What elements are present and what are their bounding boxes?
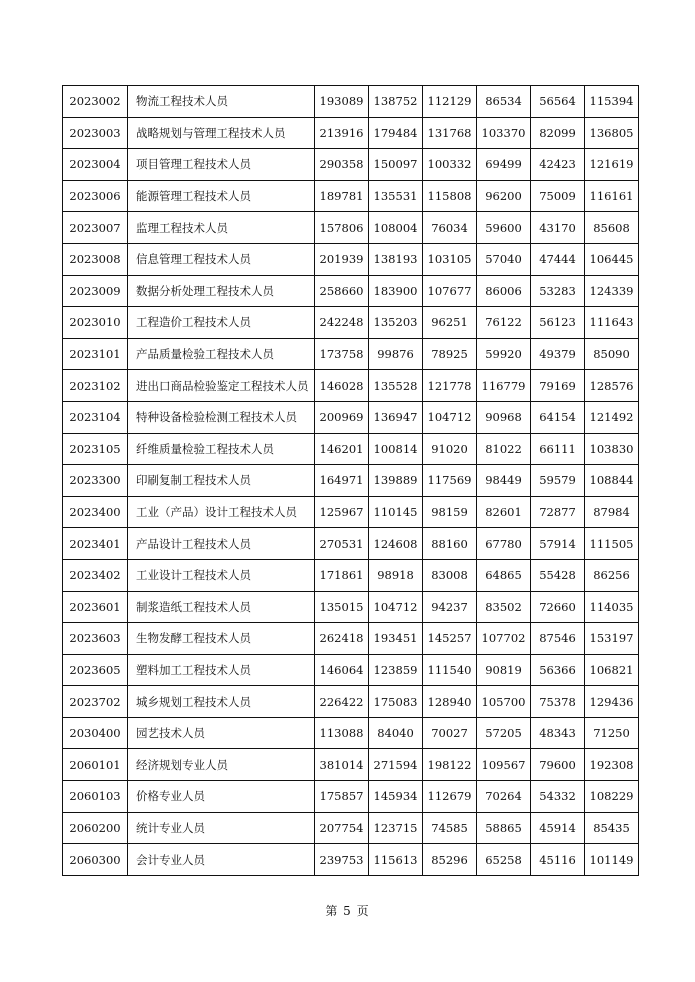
- wage-value-cell: 153197: [585, 623, 639, 655]
- wage-value-cell: 112679: [423, 781, 477, 813]
- wage-value-cell: 45914: [531, 812, 585, 844]
- wage-value-cell: 98159: [423, 496, 477, 528]
- table-row: [63, 465, 639, 497]
- wage-value-cell: 101149: [585, 844, 639, 876]
- occupation-name-cell: 生物发酵工程技术人员: [128, 623, 315, 655]
- wage-value-cell: 83008: [423, 559, 477, 591]
- wage-value-cell: 103370: [477, 117, 531, 149]
- wage-value-cell: 189781: [315, 180, 369, 212]
- wage-value-cell: 57040: [477, 243, 531, 275]
- wage-value-cell: 107702: [477, 623, 531, 655]
- occupation-code-cell: 2060101: [63, 749, 128, 781]
- wage-value-cell: 136947: [369, 401, 423, 433]
- wage-value-cell: 200969: [315, 401, 369, 433]
- wage-value-cell: 270531: [315, 528, 369, 560]
- wage-value-cell: 48343: [531, 717, 585, 749]
- occupation-name-cell: 纤维质量检验工程技术人员: [128, 433, 315, 465]
- wage-value-cell: 125967: [315, 496, 369, 528]
- wage-value-cell: 124339: [585, 275, 639, 307]
- table-row: [63, 686, 639, 718]
- table-row: [63, 117, 639, 149]
- occupation-name-cell: 战略规划与管理工程技术人员: [128, 117, 315, 149]
- table-row: [63, 717, 639, 749]
- wage-value-cell: 129436: [585, 686, 639, 718]
- occupation-name-cell: 物流工程技术人员: [128, 86, 315, 118]
- wage-table-body: [63, 86, 639, 876]
- wage-value-cell: 135015: [315, 591, 369, 623]
- table-row: [63, 623, 639, 655]
- occupation-code-cell: 2023400: [63, 496, 128, 528]
- table-row: [63, 496, 639, 528]
- page-number: 第 5 页: [325, 904, 370, 918]
- wage-value-cell: 58865: [477, 812, 531, 844]
- wage-value-cell: 111505: [585, 528, 639, 560]
- wage-value-cell: 121619: [585, 149, 639, 181]
- wage-value-cell: 45116: [531, 844, 585, 876]
- occupation-name-cell: 进出口商品检验鉴定工程技术人员: [128, 370, 315, 402]
- occupation-name-cell: 塑料加工工程技术人员: [128, 654, 315, 686]
- wage-value-cell: 96200: [477, 180, 531, 212]
- wage-value-cell: 131768: [423, 117, 477, 149]
- occupation-code-cell: 2023102: [63, 370, 128, 402]
- wage-value-cell: 82601: [477, 496, 531, 528]
- wage-value-cell: 192308: [585, 749, 639, 781]
- wage-value-cell: 123859: [369, 654, 423, 686]
- wage-value-cell: 86256: [585, 559, 639, 591]
- table-row: [63, 149, 639, 181]
- table-row: [63, 654, 639, 686]
- wage-value-cell: 135531: [369, 180, 423, 212]
- occupation-name-cell: 经济规划专业人员: [128, 749, 315, 781]
- wage-value-cell: 96251: [423, 307, 477, 339]
- wage-value-cell: 90968: [477, 401, 531, 433]
- wage-value-cell: 75378: [531, 686, 585, 718]
- wage-value-cell: 175857: [315, 781, 369, 813]
- wage-value-cell: 108004: [369, 212, 423, 244]
- wage-value-cell: 381014: [315, 749, 369, 781]
- wage-value-cell: 98918: [369, 559, 423, 591]
- wage-value-cell: 53283: [531, 275, 585, 307]
- wage-value-cell: 103830: [585, 433, 639, 465]
- wage-value-cell: 226422: [315, 686, 369, 718]
- wage-value-cell: 85296: [423, 844, 477, 876]
- wage-table: [62, 85, 639, 876]
- wage-value-cell: 121492: [585, 401, 639, 433]
- wage-value-cell: 85608: [585, 212, 639, 244]
- occupation-name-cell: 工业设计工程技术人员: [128, 559, 315, 591]
- wage-value-cell: 150097: [369, 149, 423, 181]
- occupation-name-cell: 会计专业人员: [128, 844, 315, 876]
- wage-value-cell: 42423: [531, 149, 585, 181]
- occupation-code-cell: 2023009: [63, 275, 128, 307]
- table-row: [63, 180, 639, 212]
- wage-value-cell: 104712: [423, 401, 477, 433]
- wage-value-cell: 115613: [369, 844, 423, 876]
- occupation-code-cell: 2023006: [63, 180, 128, 212]
- wage-value-cell: 86534: [477, 86, 531, 118]
- occupation-name-cell: 工程造价工程技术人员: [128, 307, 315, 339]
- wage-value-cell: 106821: [585, 654, 639, 686]
- wage-value-cell: 74585: [423, 812, 477, 844]
- wage-value-cell: 57914: [531, 528, 585, 560]
- wage-value-cell: 128940: [423, 686, 477, 718]
- wage-value-cell: 94237: [423, 591, 477, 623]
- wage-value-cell: 66111: [531, 433, 585, 465]
- wage-value-cell: 157806: [315, 212, 369, 244]
- wage-value-cell: 84040: [369, 717, 423, 749]
- table-row: [63, 781, 639, 813]
- wage-value-cell: 71250: [585, 717, 639, 749]
- wage-value-cell: 110145: [369, 496, 423, 528]
- occupation-code-cell: 2023401: [63, 528, 128, 560]
- occupation-code-cell: 2023702: [63, 686, 128, 718]
- occupation-name-cell: 价格专业人员: [128, 781, 315, 813]
- wage-value-cell: 106445: [585, 243, 639, 275]
- occupation-code-cell: 2023007: [63, 212, 128, 244]
- wage-value-cell: 258660: [315, 275, 369, 307]
- wage-value-cell: 271594: [369, 749, 423, 781]
- occupation-code-cell: 2023010: [63, 307, 128, 339]
- table-row: [63, 433, 639, 465]
- occupation-name-cell: 产品设计工程技术人员: [128, 528, 315, 560]
- wage-value-cell: 242248: [315, 307, 369, 339]
- wage-value-cell: 262418: [315, 623, 369, 655]
- wage-value-cell: 79600: [531, 749, 585, 781]
- wage-value-cell: 145934: [369, 781, 423, 813]
- table-row: [63, 307, 639, 339]
- wage-value-cell: 146064: [315, 654, 369, 686]
- wage-value-cell: 59920: [477, 338, 531, 370]
- wage-value-cell: 56123: [531, 307, 585, 339]
- wage-value-cell: 100814: [369, 433, 423, 465]
- wage-value-cell: 117569: [423, 465, 477, 497]
- wage-value-cell: 108229: [585, 781, 639, 813]
- wage-value-cell: 56366: [531, 654, 585, 686]
- wage-value-cell: 115808: [423, 180, 477, 212]
- wage-value-cell: 116779: [477, 370, 531, 402]
- table-row: [63, 212, 639, 244]
- occupation-code-cell: 2023601: [63, 591, 128, 623]
- occupation-code-cell: 2023003: [63, 117, 128, 149]
- wage-value-cell: 64154: [531, 401, 585, 433]
- wage-value-cell: 72660: [531, 591, 585, 623]
- wage-value-cell: 100332: [423, 149, 477, 181]
- wage-value-cell: 87546: [531, 623, 585, 655]
- wage-value-cell: 113088: [315, 717, 369, 749]
- table-row: [63, 844, 639, 876]
- occupation-name-cell: 工业（产品）设计工程技术人员: [128, 496, 315, 528]
- wage-value-cell: 82099: [531, 117, 585, 149]
- occupation-code-cell: 2060300: [63, 844, 128, 876]
- wage-value-cell: 81022: [477, 433, 531, 465]
- table-row: [63, 812, 639, 844]
- occupation-name-cell: 项目管理工程技术人员: [128, 149, 315, 181]
- table-row: [63, 749, 639, 781]
- occupation-name-cell: 统计专业人员: [128, 812, 315, 844]
- wage-value-cell: 88160: [423, 528, 477, 560]
- occupation-code-cell: 2023104: [63, 401, 128, 433]
- occupation-name-cell: 园艺技术人员: [128, 717, 315, 749]
- wage-value-cell: 201939: [315, 243, 369, 275]
- wage-value-cell: 85090: [585, 338, 639, 370]
- wage-value-cell: 138193: [369, 243, 423, 275]
- table-row: [63, 370, 639, 402]
- wage-value-cell: 112129: [423, 86, 477, 118]
- wage-value-cell: 65258: [477, 844, 531, 876]
- wage-value-cell: 91020: [423, 433, 477, 465]
- occupation-code-cell: 2023300: [63, 465, 128, 497]
- occupation-code-cell: 2023004: [63, 149, 128, 181]
- occupation-code-cell: 2023002: [63, 86, 128, 118]
- occupation-name-cell: 信息管理工程技术人员: [128, 243, 315, 275]
- wage-value-cell: 109567: [477, 749, 531, 781]
- wage-value-cell: 69499: [477, 149, 531, 181]
- occupation-name-cell: 监理工程技术人员: [128, 212, 315, 244]
- wage-value-cell: 115394: [585, 86, 639, 118]
- occupation-code-cell: 2023101: [63, 338, 128, 370]
- table-row: [63, 338, 639, 370]
- wage-value-cell: 107677: [423, 275, 477, 307]
- wage-value-cell: 213916: [315, 117, 369, 149]
- wage-value-cell: 75009: [531, 180, 585, 212]
- wage-value-cell: 239753: [315, 844, 369, 876]
- wage-value-cell: 164971: [315, 465, 369, 497]
- wage-value-cell: 79169: [531, 370, 585, 402]
- occupation-name-cell: 制浆造纸工程技术人员: [128, 591, 315, 623]
- wage-value-cell: 121778: [423, 370, 477, 402]
- wage-value-cell: 111643: [585, 307, 639, 339]
- occupation-name-cell: 数据分析处理工程技术人员: [128, 275, 315, 307]
- occupation-code-cell: 2030400: [63, 717, 128, 749]
- wage-value-cell: 87984: [585, 496, 639, 528]
- occupation-code-cell: 2023008: [63, 243, 128, 275]
- occupation-code-cell: 2023402: [63, 559, 128, 591]
- table-row: [63, 528, 639, 560]
- occupation-code-cell: 2023605: [63, 654, 128, 686]
- wage-value-cell: 146201: [315, 433, 369, 465]
- wage-value-cell: 76034: [423, 212, 477, 244]
- wage-value-cell: 183900: [369, 275, 423, 307]
- wage-value-cell: 54332: [531, 781, 585, 813]
- wage-value-cell: 108844: [585, 465, 639, 497]
- wage-value-cell: 123715: [369, 812, 423, 844]
- wage-value-cell: 72877: [531, 496, 585, 528]
- wage-value-cell: 59600: [477, 212, 531, 244]
- wage-value-cell: 138752: [369, 86, 423, 118]
- wage-value-cell: 193089: [315, 86, 369, 118]
- wage-value-cell: 145257: [423, 623, 477, 655]
- wage-value-cell: 83502: [477, 591, 531, 623]
- wage-value-cell: 70027: [423, 717, 477, 749]
- wage-value-cell: 43170: [531, 212, 585, 244]
- table-row: [63, 591, 639, 623]
- wage-value-cell: 67780: [477, 528, 531, 560]
- occupation-name-cell: 能源管理工程技术人员: [128, 180, 315, 212]
- occupation-code-cell: 2060200: [63, 812, 128, 844]
- wage-value-cell: 56564: [531, 86, 585, 118]
- wage-value-cell: 175083: [369, 686, 423, 718]
- table-row: [63, 275, 639, 307]
- occupation-name-cell: 城乡规划工程技术人员: [128, 686, 315, 718]
- wage-value-cell: 47444: [531, 243, 585, 275]
- occupation-code-cell: 2023603: [63, 623, 128, 655]
- wage-value-cell: 171861: [315, 559, 369, 591]
- wage-value-cell: 135528: [369, 370, 423, 402]
- occupation-name-cell: 印刷复制工程技术人员: [128, 465, 315, 497]
- table-row: [63, 86, 639, 118]
- table-row: [63, 559, 639, 591]
- wage-value-cell: 105700: [477, 686, 531, 718]
- wage-value-cell: 111540: [423, 654, 477, 686]
- wage-value-cell: 76122: [477, 307, 531, 339]
- wage-value-cell: 98449: [477, 465, 531, 497]
- occupation-name-cell: 特种设备检验检测工程技术人员: [128, 401, 315, 433]
- wage-value-cell: 179484: [369, 117, 423, 149]
- wage-value-cell: 114035: [585, 591, 639, 623]
- wage-value-cell: 103105: [423, 243, 477, 275]
- occupation-code-cell: 2023105: [63, 433, 128, 465]
- wage-value-cell: 193451: [369, 623, 423, 655]
- wage-value-cell: 59579: [531, 465, 585, 497]
- wage-value-cell: 85435: [585, 812, 639, 844]
- occupation-name-cell: 产品质量检验工程技术人员: [128, 338, 315, 370]
- wage-value-cell: 49379: [531, 338, 585, 370]
- wage-value-cell: 90819: [477, 654, 531, 686]
- wage-value-cell: 64865: [477, 559, 531, 591]
- occupation-code-cell: 2060103: [63, 781, 128, 813]
- wage-value-cell: 99876: [369, 338, 423, 370]
- wage-value-cell: 136805: [585, 117, 639, 149]
- wage-value-cell: 55428: [531, 559, 585, 591]
- wage-value-cell: 116161: [585, 180, 639, 212]
- wage-value-cell: 70264: [477, 781, 531, 813]
- table-row: [63, 243, 639, 275]
- wage-value-cell: 139889: [369, 465, 423, 497]
- wage-value-cell: 78925: [423, 338, 477, 370]
- wage-value-cell: 104712: [369, 591, 423, 623]
- wage-value-cell: 57205: [477, 717, 531, 749]
- wage-value-cell: 198122: [423, 749, 477, 781]
- wage-value-cell: 146028: [315, 370, 369, 402]
- wage-value-cell: 86006: [477, 275, 531, 307]
- wage-value-cell: 128576: [585, 370, 639, 402]
- wage-value-cell: 135203: [369, 307, 423, 339]
- table-row: [63, 401, 639, 433]
- wage-value-cell: 207754: [315, 812, 369, 844]
- wage-value-cell: 173758: [315, 338, 369, 370]
- wage-value-cell: 290358: [315, 149, 369, 181]
- wage-value-cell: 124608: [369, 528, 423, 560]
